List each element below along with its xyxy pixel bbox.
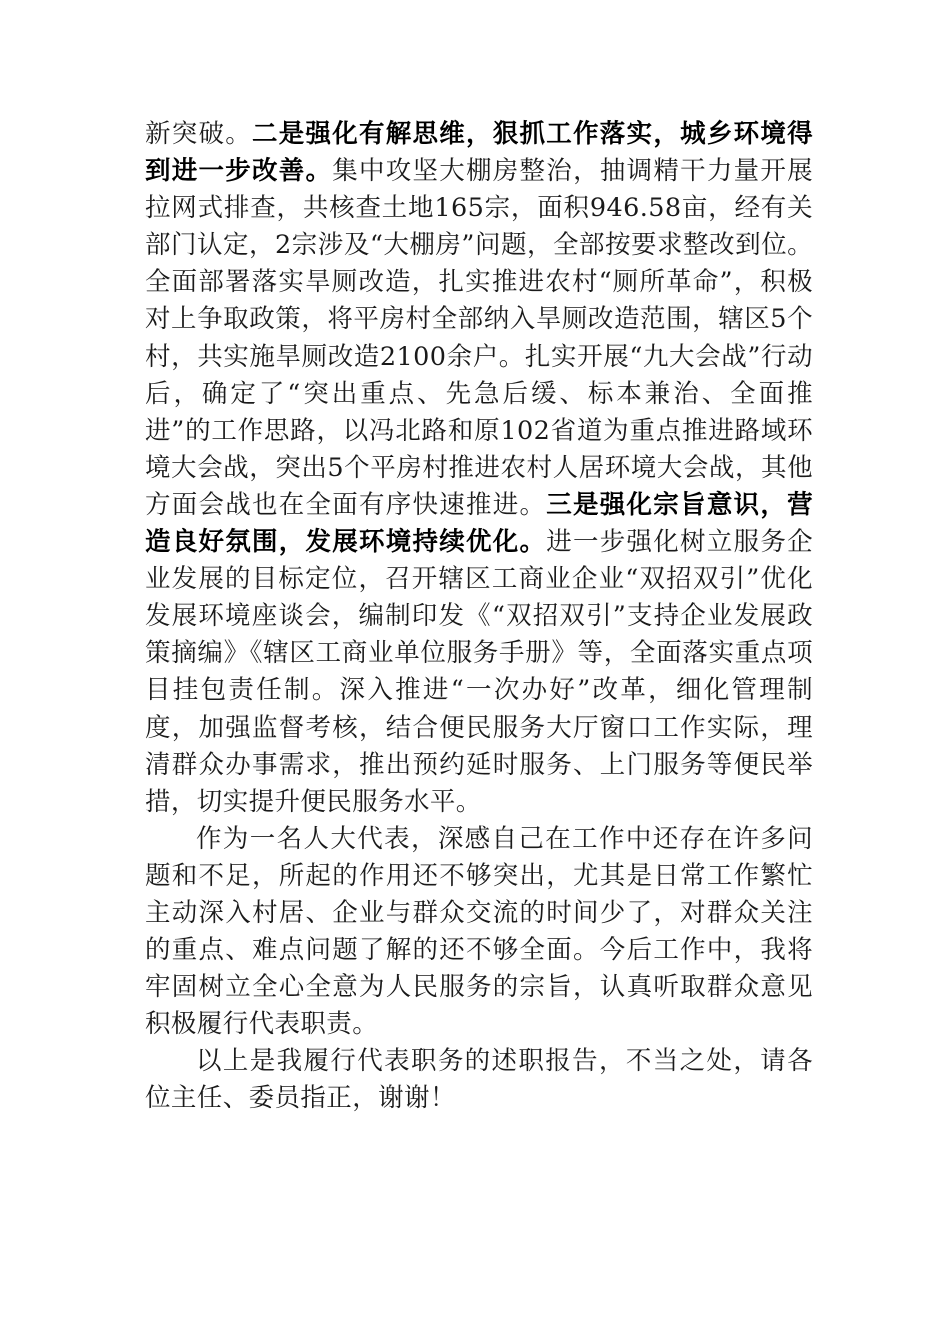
paragraph <box>145 1043 813 1117</box>
bold-heading-text: 二是强化有解思维，狠抓工作落实，城乡环境得到进一步改善。 <box>145 119 813 187</box>
paragraph-text: 进一步强化树立服务企业发展的目标定位，召开辖区工商业企业“双招双引”优化发展环境座谈会，编制印发《“双招双引”支持企业发展政策摘编》《辖区工商业单位服务手册》等，全面落实重点项目挂包责任制。深入推进“一次办好”改革，细化管理制度，加强监督考核，结合便民服务大厅窗口工作实际，理清群众办事需求，推出预约延时服务、上门服务等便民举措，切实提升便民服务水平。 <box>145 527 813 817</box>
paragraph-text: 集中攻坚大棚房整治，抽调精干力量开展拉网式排查，共核查土地165宗，面积946.58亩，经有关部门认定，2宗涉及“大棚房”问题，全部按要求整改到位。全面部署落实旱厕改造，扎实推进农村“厕所革命”，积极对上争取政策，将平房村全部纳入旱厕改造范围，辖区5个村，共实施旱厕改造2100余户。扎实开展“九大会战”行动后，确定了“突出重点、先急后缓、标本兼治、全面推进”的工作思路，以冯北路和原102省道为重点推进路域环境大会战，突出5个平房村推进农村人居环境大会战，其他方面会战也在全面有序快速推进。 <box>145 156 813 520</box>
paragraph <box>145 821 813 1044</box>
body-text <box>145 116 813 1118</box>
paragraph-text: 作为一名人大代表，深感自己在工作中还存在许多问题和不足，所起的作用还不够突出，尤其是日常工作繁忙主动深入村居、企业与群众交流的时间少了，对群众关注的重点、难点问题了解的还不够全面。今后工作中，我将牢固树立全心全意为人民服务的宗旨，认真听取群众意见积极履行代表职责。 <box>145 823 813 1040</box>
paragraph <box>145 116 813 821</box>
bold-heading-text: 三是强化宗旨意识，营造良好氛围，发展环境持续优化。 <box>145 489 813 558</box>
paragraph-text: 以上是我履行代表职务的述职报告，不当之处，请各位主任、委员指正，谢谢！ <box>145 1046 813 1114</box>
paragraph-text: 新突破。 <box>145 119 253 149</box>
